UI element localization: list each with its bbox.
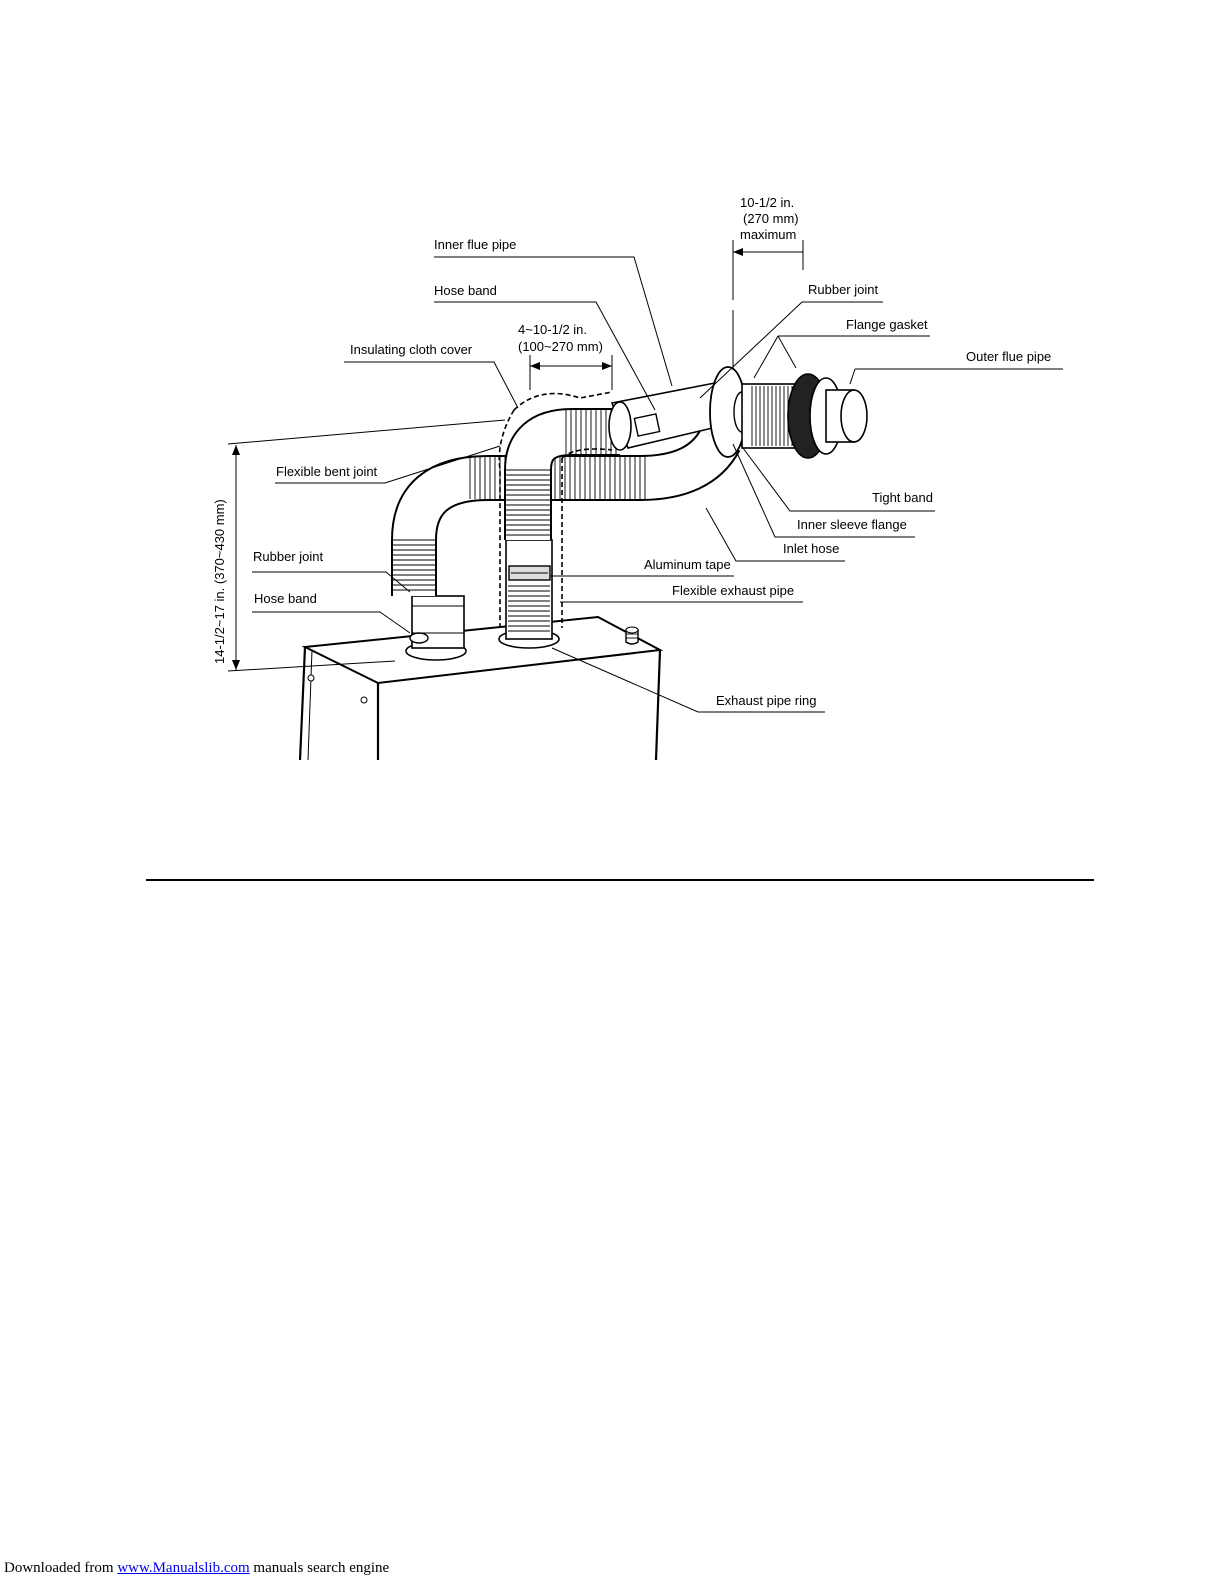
label-dim-max-3: maximum	[740, 227, 797, 242]
label-rubber-joint-left: Rubber joint	[253, 549, 324, 564]
label-dim-max-2: (270 mm)	[743, 211, 799, 226]
label-inlet-hose: Inlet hose	[783, 541, 840, 556]
label-flexible-exhaust-pipe: Flexible exhaust pipe	[672, 583, 795, 598]
label-outer-flue-pipe: Outer flue pipe	[966, 349, 1052, 364]
label-flexible-bent-joint: Flexible bent joint	[276, 464, 378, 479]
label-aluminum-tape: Aluminum tape	[644, 557, 731, 572]
footer-link[interactable]: www.Manualslib.com	[117, 1560, 250, 1576]
label-dim-top-range-2: (100~270 mm)	[518, 339, 603, 354]
label-insulating-cloth-cover: Insulating cloth cover	[350, 342, 473, 357]
label-tight-band: Tight band	[872, 490, 933, 505]
label-hose-band-left: Hose band	[254, 591, 317, 606]
label-exhaust-pipe-ring: Exhaust pipe ring	[716, 693, 817, 708]
label-hose-band-top: Hose band	[434, 283, 497, 298]
footer-source-line	[4, 1560, 389, 1577]
label-rubber-joint-top: Rubber joint	[808, 282, 879, 297]
label-flange-gasket: Flange gasket	[846, 317, 928, 332]
water-heater-unit	[300, 617, 660, 760]
label-dim-top-range-1: 4~10-1/2 in.	[518, 322, 588, 337]
label-inner-flue-pipe: Inner flue pipe	[434, 237, 517, 252]
footer-suffix: manuals search engine	[253, 1560, 390, 1576]
label-dim-max-1: 10-1/2 in.	[740, 195, 795, 210]
exhaust-pipe-assembly	[499, 540, 559, 648]
footer-prefix: Downloaded from	[4, 1560, 114, 1576]
label-dim-vertical: 14-1/2~17 in. (370~430 mm)	[212, 499, 227, 664]
label-inner-sleeve-flange: Inner sleeve flange	[797, 517, 907, 532]
